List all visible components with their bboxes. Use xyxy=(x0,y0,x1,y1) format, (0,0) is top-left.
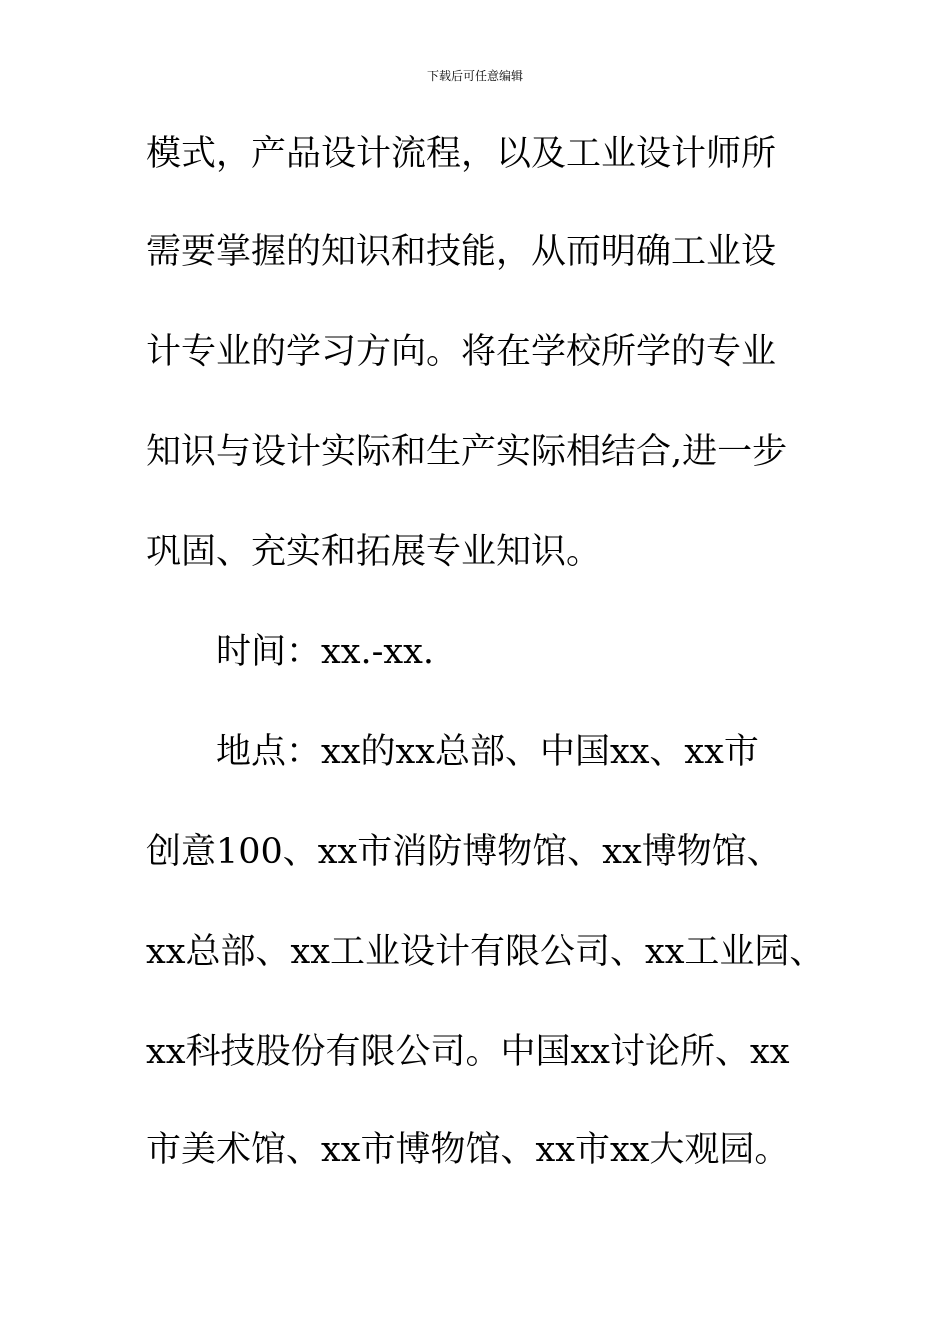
header-note: 下载后可任意编辑 xyxy=(426,69,523,83)
body-line: 计专业的学习方向。将在学校所学的专业 xyxy=(146,332,777,372)
body-line: 知识与设计实际和生产实际相结合,进一步 xyxy=(146,432,788,472)
body-line: 市美术馆、xx市博物馆、xx市xx大观园。 xyxy=(146,1130,790,1170)
location-line: 地点：xx的xx总部、中国xx、xx市 xyxy=(216,732,759,772)
body-line: xx总部、xx工业设计有限公司、xx工业园、 xyxy=(146,932,825,972)
body-line: 创意100、xx市消防博物馆、xx博物馆、 xyxy=(146,832,782,872)
body-line: 巩固、充实和拓展专业知识。 xyxy=(146,532,602,572)
body-line: xx科技股份有限公司。中国xx讨论所、xx xyxy=(146,1032,790,1072)
time-line: 时间：xx.-xx. xyxy=(216,632,435,672)
body-line: 模式，产品设计流程，以及工业设计师所 xyxy=(146,134,777,174)
body-line: 需要掌握的知识和技能，从而明确工业设 xyxy=(146,232,777,272)
